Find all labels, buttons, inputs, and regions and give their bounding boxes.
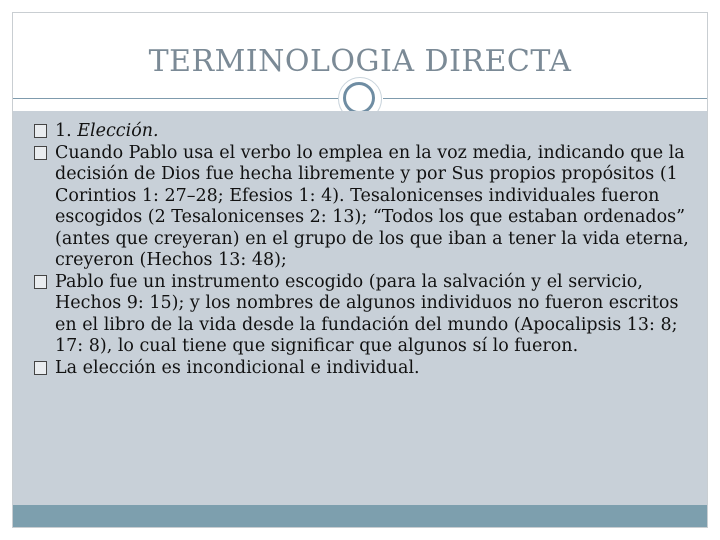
title-divider-right	[383, 98, 707, 99]
slide	[12, 12, 708, 528]
bullet-item	[34, 358, 694, 380]
bullet-item	[34, 272, 694, 358]
footer-bar	[13, 505, 707, 527]
bullet-text: Pablo fue un instrumento escogido (para la salvación y el servicio, Hechos 9: 15); y los nombres de algunos individuos no fueron escritos en el libro de la vida desde la fundación del mundo (Apocalipsis 13: 8; 17: 8), lo cual tiene que significar que algunos sí lo fueron.	[55, 271, 679, 356]
bullet-item	[34, 121, 694, 143]
bullet-heading: Elección.	[77, 121, 159, 141]
bullet-box-icon	[34, 275, 47, 289]
bullet-box-icon	[34, 146, 47, 160]
bullet-text: La elección es incondicional e individual.	[55, 357, 420, 378]
bullet-text: Cuando Pablo usa el verbo lo emplea en la voz media, indicando que la decisión de Dios fue hecha libremente y por Sus propios propósitos (1 Corintios 1: 27–28; Efesios 1: 4). Tesalonicenses individuales fueron escogidos (2 Tesalonicenses 2: 13); “Todos los que estaban ordenados” (antes que creyeran) en el grupo de los que iban a tener la vida eterna, creyeron (Hechos 13: 48);	[55, 142, 689, 270]
slide-title: TERMINOLOGIA DIRECTA	[148, 44, 572, 79]
content-area	[13, 111, 707, 505]
ring-ornament-icon	[343, 82, 375, 114]
bullet-list	[34, 121, 694, 379]
bullet-prefix: 1.	[55, 121, 78, 141]
bullet-item	[34, 143, 694, 272]
title-divider-left	[13, 98, 339, 99]
bullet-box-icon	[34, 361, 47, 375]
bullet-box-icon	[34, 124, 47, 138]
